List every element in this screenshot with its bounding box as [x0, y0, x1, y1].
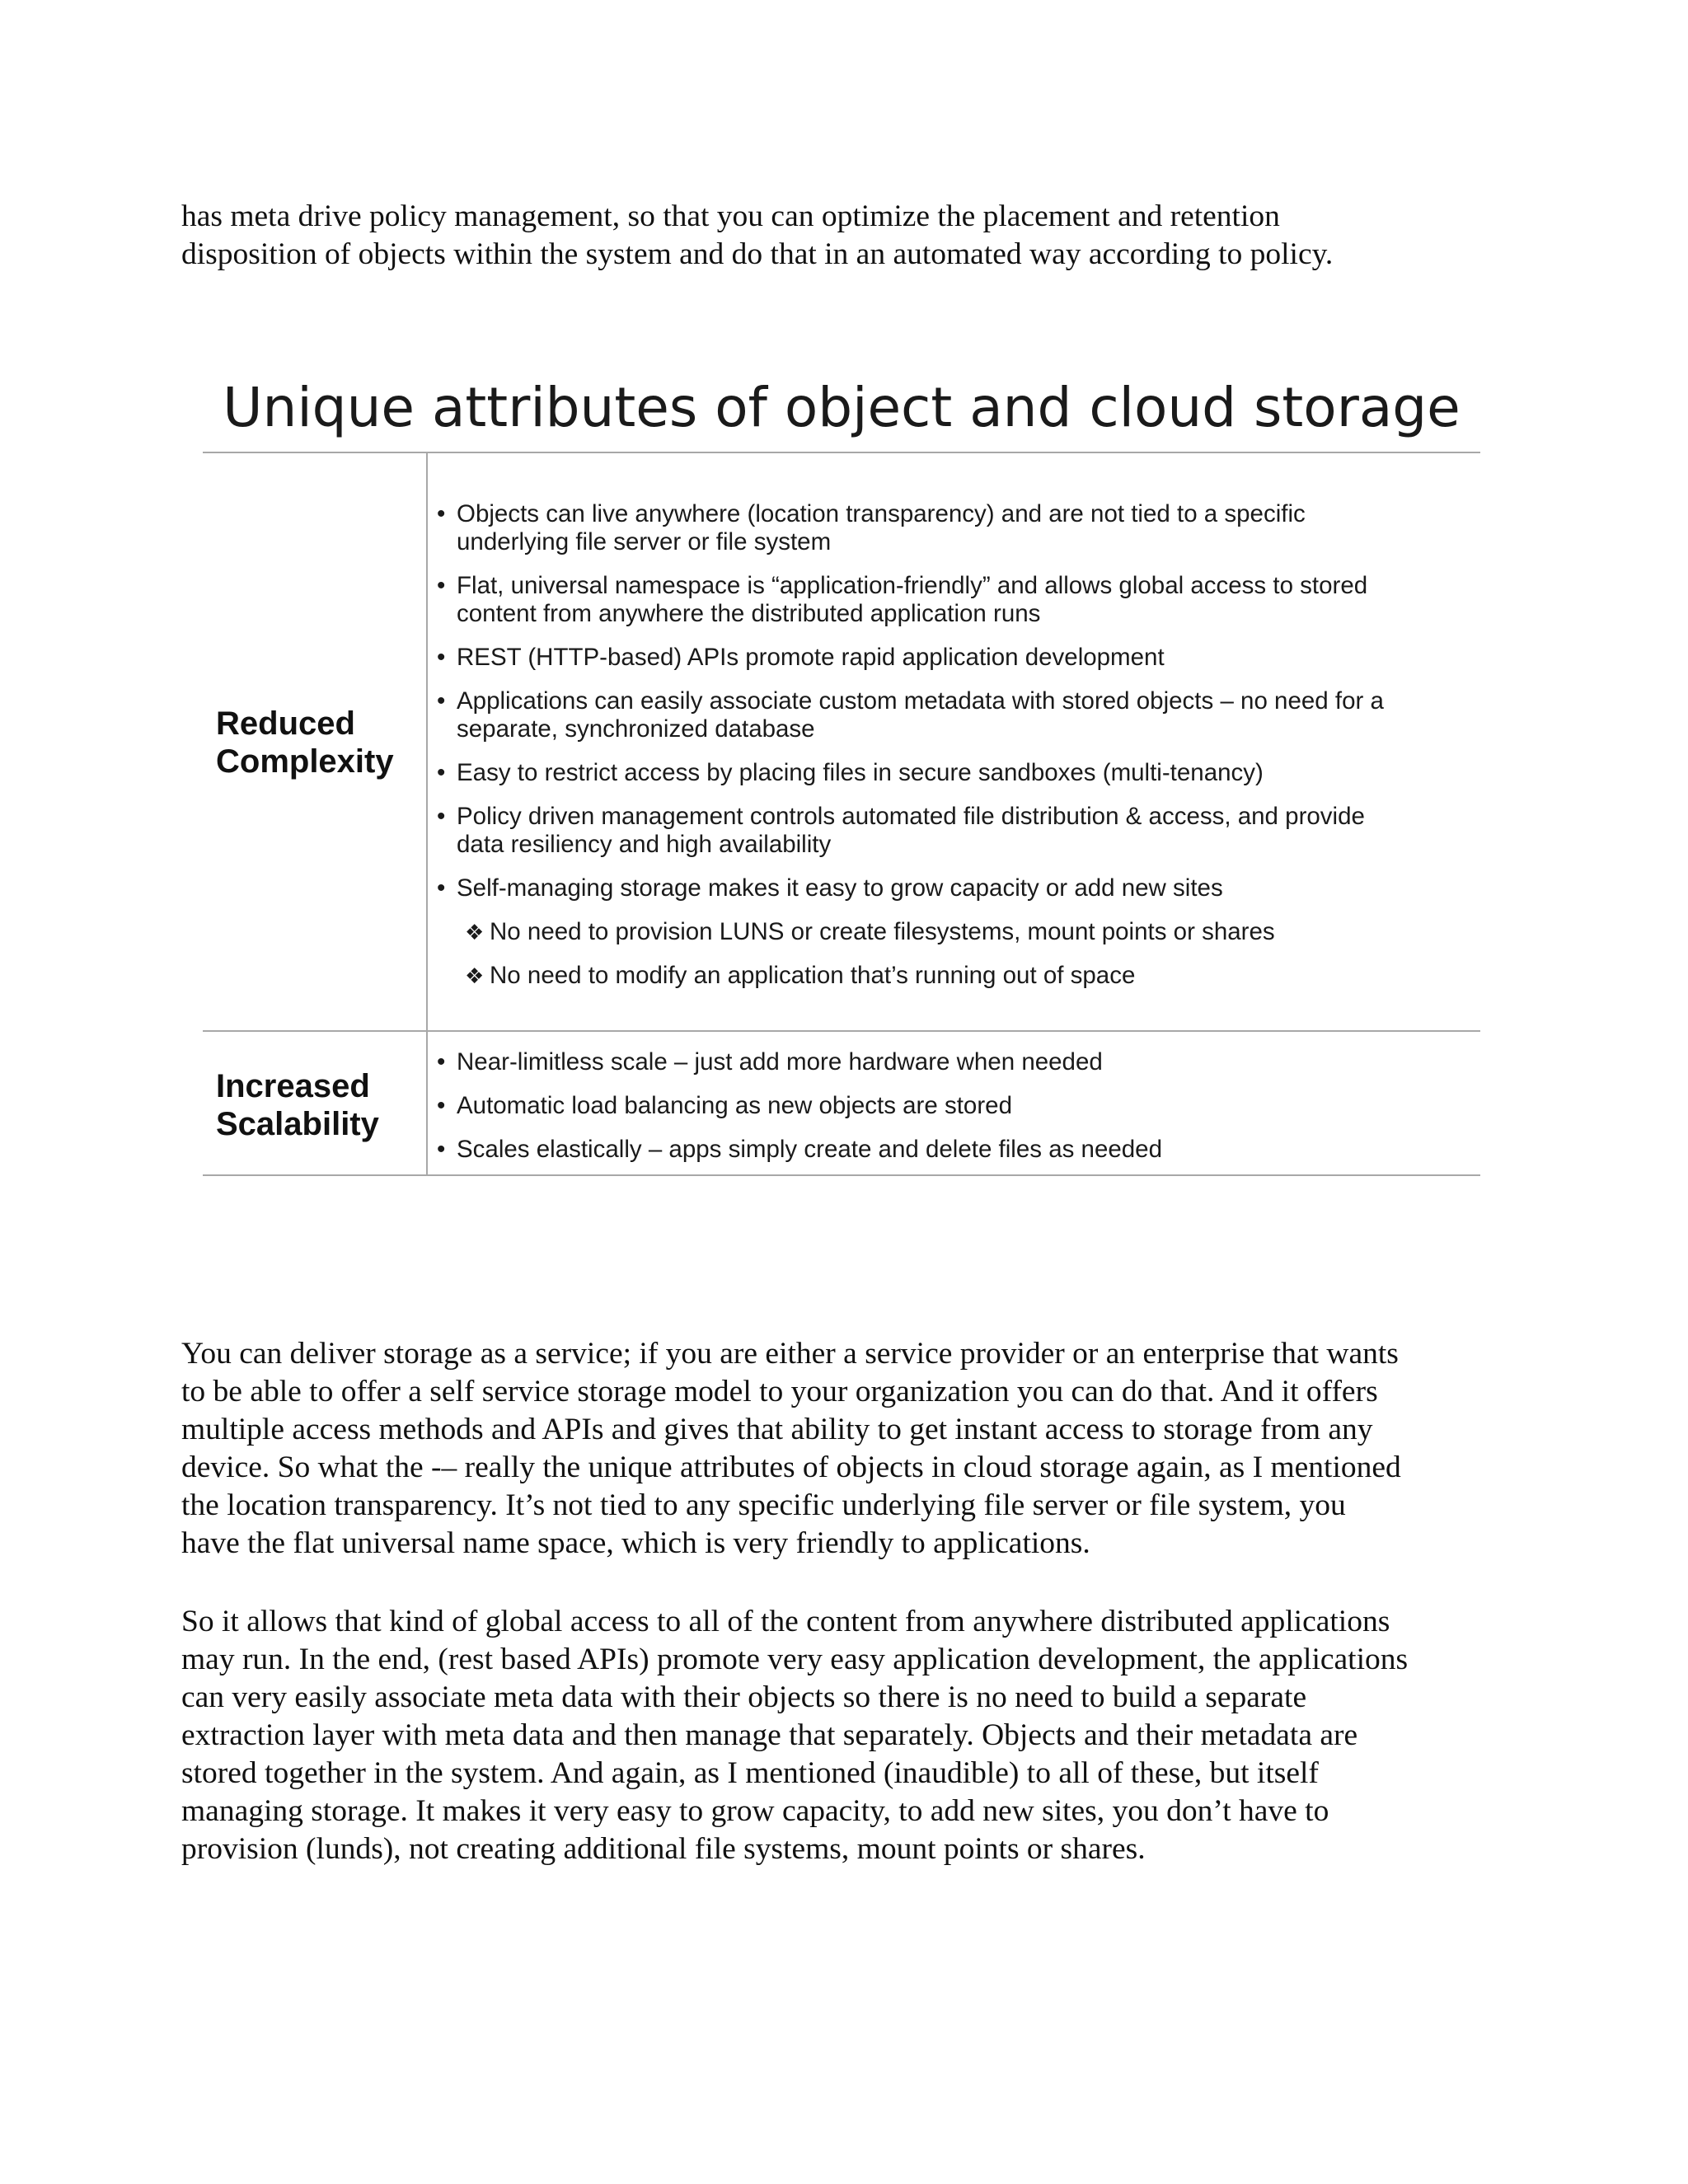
- list-item: [437, 874, 1475, 902]
- row-label-increased-scalability: [216, 1067, 379, 1143]
- text-line: You can deliver storage as a service; if you are either a service provider or an enterprise that wants: [181, 1337, 1399, 1371]
- list-item: [437, 572, 1475, 628]
- text-line: has meta drive policy management, so that you can optimize the placement and retention: [181, 199, 1280, 233]
- bullet-icon: •: [437, 1048, 446, 1076]
- bullet-icon: •: [437, 1092, 446, 1119]
- bullet-icon: •: [437, 500, 446, 527]
- sub-list-item: [437, 918, 1475, 946]
- list-item: [437, 687, 1475, 743]
- list-item: [437, 644, 1475, 672]
- text-line: stored together in the system. And again, as I mentioned (inaudible) to all of these, but itself: [181, 1756, 1319, 1790]
- row-label-line: Scalability: [216, 1106, 379, 1142]
- list-item: [437, 759, 1475, 787]
- row-label-line: Increased: [216, 1068, 370, 1104]
- bullet-line: REST (HTTP-based) APIs promote rapid application development: [457, 644, 1165, 671]
- increased-scalability-bullets: [437, 1048, 1475, 1179]
- text-line: managing storage. It makes it very easy to grow capacity, to add new sites, you don’t have to: [181, 1794, 1329, 1828]
- bullet-line: No need to provision LUNS or create filesystems, mount points or shares: [490, 918, 1275, 945]
- bullet-icon: •: [437, 572, 446, 599]
- bullet-line: underlying file server or file system: [457, 528, 832, 555]
- row-label-line: Reduced: [216, 705, 355, 742]
- table-row-divider: [203, 1030, 1480, 1032]
- text-line: multiple access methods and APIs and gives that ability to get instant access to storage from any: [181, 1413, 1373, 1446]
- row-label-line: Complexity: [216, 743, 394, 780]
- text-line: extraction layer with meta data and then manage that separately. Objects and their metadata are: [181, 1718, 1358, 1752]
- reduced-complexity-bullets: [437, 500, 1475, 1005]
- bullet-line: content from anywhere the distributed application runs: [457, 600, 1041, 627]
- bullet-icon: •: [437, 687, 446, 715]
- bullet-line: data resiliency and high availability: [457, 831, 832, 858]
- bullet-icon: •: [437, 874, 446, 902]
- bullet-icon: •: [437, 803, 446, 830]
- list-item: [437, 803, 1475, 859]
- list-item: [437, 1048, 1475, 1076]
- text-line: may run. In the end, (rest based APIs) promote very easy application development, the applications: [181, 1643, 1409, 1676]
- text-line: So it allows that kind of global access to all of the content from anywhere distributed applications: [181, 1605, 1390, 1638]
- text-line: can very easily associate meta data with their objects so there is no need to build a separate: [181, 1680, 1307, 1714]
- text-line: device. So what the -– really the unique attributes of objects in cloud storage again, as I mentioned: [181, 1451, 1401, 1484]
- bullet-line: Objects can live anywhere (location transparency) and are not tied to a specific: [457, 500, 1306, 527]
- table-column-divider: [426, 452, 428, 1174]
- list-item: [437, 1136, 1475, 1164]
- table-top-rule: [203, 452, 1480, 453]
- slide-title: Unique attributes of object and cloud storage: [223, 376, 1461, 439]
- text-line: have the flat universal name space, which is very friendly to applications.: [181, 1526, 1090, 1560]
- sub-list-item: [437, 962, 1475, 990]
- text-line: provision (lunds), not creating additional file systems, mount points or shares.: [181, 1832, 1146, 1866]
- bullet-icon: •: [437, 759, 446, 786]
- bullet-line: Applications can easily associate custom metadata with stored objects – no need for a: [457, 687, 1384, 715]
- bullet-line: Policy driven management controls automated file distribution & access, and provide: [457, 803, 1365, 830]
- text-line: to be able to offer a self service storage model to your organization you can do that. And it offers: [181, 1375, 1378, 1408]
- list-item: [437, 1092, 1475, 1120]
- bullet-line: Easy to restrict access by placing files in secure sandboxes (multi-tenancy): [457, 759, 1264, 786]
- bullet-line: Near-limitless scale – just add more hardware when needed: [457, 1048, 1103, 1076]
- bullet-line: Automatic load balancing as new objects are stored: [457, 1092, 1012, 1119]
- bullet-line: Scales elastically – apps simply create and delete files as needed: [457, 1136, 1162, 1163]
- body-paragraph: [181, 1603, 1517, 1868]
- row-label-reduced-complexity: [216, 705, 394, 780]
- text-line: the location transparency. It’s not tied to any specific underlying file server or file system, you: [181, 1488, 1346, 1522]
- bullet-icon: •: [437, 1136, 446, 1163]
- bullet-line: No need to modify an application that’s running out of space: [490, 962, 1136, 989]
- bullet-line: separate, synchronized database: [457, 715, 815, 743]
- body-paragraph: [181, 1335, 1517, 1563]
- bullet-icon: •: [437, 644, 446, 671]
- text-line: disposition of objects within the system and do that in an automated way according to policy.: [181, 237, 1334, 271]
- bullet-line: Flat, universal namespace is “application-friendly” and allows global access to stored: [457, 572, 1368, 599]
- diamond-bullet-icon: ❖: [465, 963, 485, 988]
- list-item: [437, 500, 1475, 556]
- diamond-bullet-icon: ❖: [465, 920, 485, 944]
- bullet-line: Self-managing storage makes it easy to grow capacity or add new sites: [457, 874, 1223, 902]
